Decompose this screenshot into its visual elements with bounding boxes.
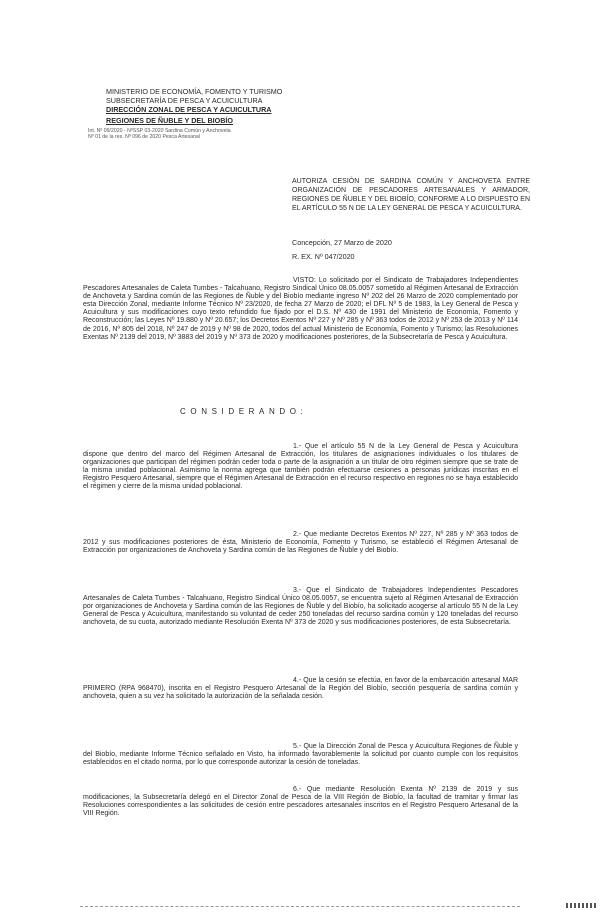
considerando-4-text: 4.- Que la cesión se efectúa, en favor de la embarcación artesanal MAR PRIMERO (RPA 968470), inscrita en el Registro Pesquero Artesanal de la Región del Biobío, sección pesquería de sardina común y anchoveta, quien a su vez ha solicitado la autorización de la señalada cesión. (83, 677, 518, 701)
considerando-3 (83, 587, 518, 627)
reference-line-2: Nº 01 de la res. Nº 096 de 2020 Pesca Artesanal (88, 134, 200, 140)
considerando-6-text: 6.- Que mediante Resolución Exenta Nº 2139 de 2019 y sus modificaciones, la Subsecretaría delegó en el Director Zonal de Pesca de la VIII Región de Biobío, la facultad de tramitar y firmar las Resoluciones correspondientes a las solicitudes de cesión entre pescadores artesanales inscritos en el Registro Pesquero Artesanal de la VIII Región. (83, 786, 518, 818)
considerando-2-text: 2.- Que mediante Decretos Exentos Nº 227, Nº 285 y Nº 363 todos de 2012 y sus modificaciones posteriores de ésta, Ministerio de Economía, Fomento y Turismo, se estableció el Régimen Artesanal de Extracción por organizaciones de Anchoveta y Sardina común de las Regiones de Ñuble y del Biobío. (83, 531, 518, 555)
considerando-2 (83, 531, 518, 555)
considerando-1 (83, 443, 518, 492)
resolution-number: R. EX. Nº 047/2020 (292, 252, 355, 261)
resolution-title: AUTORIZA CESIÓN DE SARDINA COMÚN Y ANCHOVETA ENTRE ORGANIZACIÓN DE PESCADORES ARTESANALES Y ARMADOR, REGIONES DE ÑUBLE Y DEL BIOBÍO, CONFORME A LO DISPUESTO EN EL ARTÍCULO 55 N DE LA LEY GENERAL DE PESCA Y ACUICULTURA. (292, 178, 530, 212)
page-footer-mark (566, 903, 596, 908)
ministry-line: MINISTERIO DE ECONOMÍA, FOMENTO Y TURISMO (106, 87, 283, 96)
considerando-5 (83, 743, 518, 767)
reference-line-1: Int. Nº 09/2020 - NºSSP 03-2020 Sardina Común y Anchoveta (88, 128, 231, 134)
considerando-6 (83, 786, 518, 818)
considerando-heading: CONSIDERANDO: (180, 407, 308, 416)
considerando-4 (83, 677, 518, 701)
considerando-3-text: 3.- Que el Sindicato de Trabajadores Independientes Pescadores Artesanales de Caleta Tumbes - Talcahuano, Registro Sindical Único 08.05.0057, se encuentra sujeto al Régimen Artesanal de Extracción por organizaciones de Anchoveta y Sardina común de las Regiones de Ñuble y del Biobío, ha solicitado acogerse al artículo 55 N de la Ley General de Pesca y Acuicultura, manifestando su voluntad de ceder 250 toneladas del recurso sardina común y 120 toneladas del recurso anchoveta, de su cuota, autorizado mediante Resolución Exenta Nº 373 de 2020 y sus modificaciones posteriores, de esta Subsecretaría. (83, 587, 518, 627)
considerando-1-text: 1.- Que el artículo 55 N de la Ley General de Pesca y Acuicultura dispone que dentro del marco del Régimen Artesanal de Extracción, los titulares de asignaciones individuales o los titulares de organizaciones que participan del régimen podrán ceder toda o parte de la asignación a un titular de otro régimen siempre que se trate de la misma unidad poblacional. Asimismo la norma agrega que también podrán efectuarse cesiones a personas jurídicas inscritas en el Registro Pesquero Artesanal, siempre que el Régimen Artesanal de Extracción en el recurso respectivo en regiones no se haya establecido el régimen y cierre de la misma unidad poblacional. (83, 443, 518, 491)
letterhead (88, 87, 356, 140)
visto-text: VISTO: Lo solicitado por el Sindicato de Trabajadores Independientes Pescadores Artesanales de Caleta Tumbes - Talcahuano, Registro Sindical Único 08.05.0057 sometido al Régimen Artesanal de Extracción de Anchoveta y Sardina común de las Regiones de Ñuble y del Biobío mediante ingreso Nº 202 del 26 Marzo de 2020 complementado por esta Dirección Zonal, mediante Informe Técnico Nº 23/2020, de fecha 27 Marzo de 2020; el DFL Nº 5 de 1983, la Ley General de Pesca y Acuicultura y sus modificaciones cuyo texto refundido fue fijado por el D.S. Nº 430 de 1991 del Ministerio de Economía, Fomento y Reconstrucción; las Leyes Nº 19.880 y Nº 20.657; los Decretos Exentos Nº 227 y Nº 285 y Nº 363 todos de 2012 y Nº 253 de 2013 y Nº 114 de 2016, Nº 805 del 2018, Nº 247 de 2019 y Nº 98 de 2020, todos del actual Ministerio de Economía, Fomento y Turismo; las Resoluciones Exentas Nº 2139 del 2019, Nº 3883 del 2019 y Nº 373 de 2020 y modificaciones posteriores, de la Subsecretaría de Pesca y Acuicultura. (83, 277, 518, 341)
visto-paragraph (83, 277, 518, 342)
subsecretaria-line: SUBSECRETARÍA DE PESCA Y ACUICULTURA (106, 95, 263, 105)
regions-line: REGIONES DE ÑUBLE Y DEL BIOBÍO (106, 116, 234, 126)
direccion-zonal-line: DIRECCIÓN ZONAL DE PESCA Y ACUICULTURA (106, 104, 272, 114)
footer-divider (80, 906, 520, 907)
place-date: Concepción, 27 Marzo de 2020 (292, 238, 392, 247)
considerando-5-text: 5.- Que la Dirección Zonal de Pesca y Acuicultura Regiones de Ñuble y del Biobío, mediante Informe Técnico señalado en Visto, ha informado favorablemente la solicitud por cuanto cumple con los requisitos establecidos en el citado norma, por lo que corresponde autorizar la cesión de toneladas. (83, 743, 518, 767)
